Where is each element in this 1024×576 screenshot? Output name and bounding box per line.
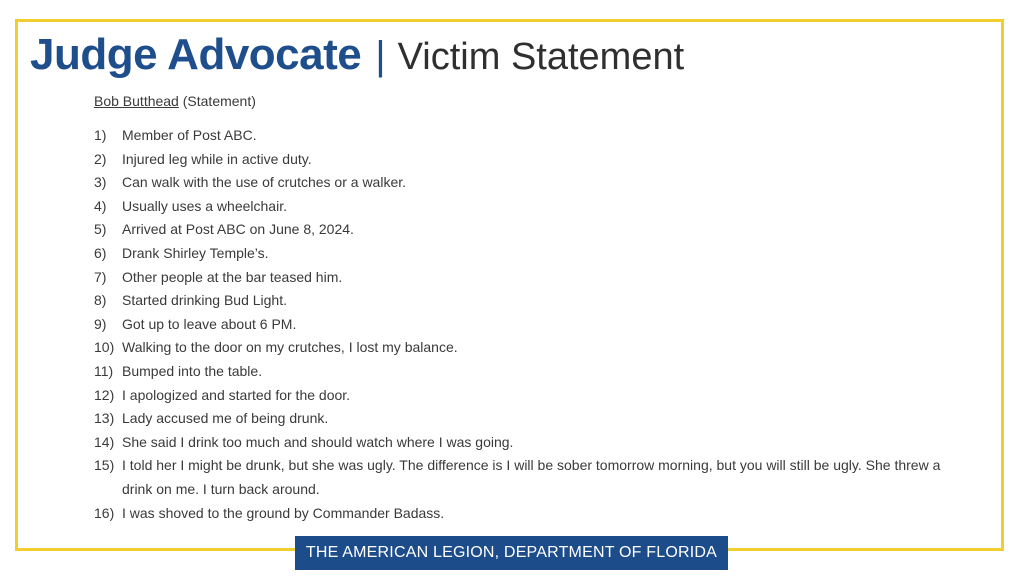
list-item xyxy=(94,454,944,501)
item-number: 11) xyxy=(94,362,114,379)
item-text: Bumped into the table. xyxy=(122,362,263,379)
statement-list xyxy=(94,124,944,525)
list-item xyxy=(94,289,944,313)
list-item xyxy=(94,431,944,455)
item-number: 8) xyxy=(94,292,107,309)
item-text: I told her I might be drunk, but she was ugly. The difference is I will be sober tomorrow morning, but you will still be ugly. She threw a drink on me. I turn back around. xyxy=(122,457,941,497)
item-text: Arrived at Post ABC on June 8, 2024. xyxy=(122,221,354,238)
list-item xyxy=(94,218,944,242)
item-number: 10) xyxy=(94,339,115,356)
item-text: Started drinking Bud Light. xyxy=(122,292,287,309)
item-number: 12) xyxy=(94,386,115,403)
list-item xyxy=(94,360,944,384)
item-text: I apologized and started for the door. xyxy=(122,386,351,403)
list-item xyxy=(94,266,944,290)
title-subtitle: Victim Statement xyxy=(397,36,685,78)
item-text: Can walk with the use of crutches or a walker. xyxy=(122,174,407,191)
list-item xyxy=(94,407,944,431)
item-text: Got up to leave about 6 PM. xyxy=(122,315,297,332)
item-number: 1) xyxy=(94,127,107,143)
list-item xyxy=(94,195,944,219)
list-item xyxy=(94,242,944,266)
item-number: 15) xyxy=(94,457,115,474)
list-item xyxy=(94,313,944,337)
list-item xyxy=(94,124,944,148)
item-number: 16) xyxy=(94,504,115,521)
subject-name: Bob Butthead xyxy=(94,93,179,109)
list-item xyxy=(94,384,944,408)
item-text: Other people at the bar teased him. xyxy=(122,268,343,285)
footer-label: THE AMERICAN LEGION, DEPARTMENT OF FLORIDA xyxy=(305,544,718,561)
item-text: Usually uses a wheelchair. xyxy=(122,197,287,214)
footer-banner xyxy=(295,536,728,570)
title-separator: | xyxy=(375,34,386,78)
item-number: 14) xyxy=(94,433,115,450)
item-number: 4) xyxy=(94,197,107,214)
item-text: She said I drink too much and should watch where I was going. xyxy=(122,433,514,450)
item-text: Walking to the door on my crutches, I lost my balance. xyxy=(122,339,458,356)
item-text: Injured leg while in active duty. xyxy=(122,150,312,167)
item-number: 13) xyxy=(94,410,115,427)
list-item xyxy=(94,148,944,172)
item-number: 3) xyxy=(94,174,107,191)
list-item xyxy=(94,171,944,195)
item-number: 7) xyxy=(94,268,107,285)
item-text: I was shoved to the ground by Commander Badass. xyxy=(122,504,445,521)
list-item xyxy=(94,336,944,360)
statement-subject xyxy=(94,93,256,109)
item-text: Lady accused me of being drunk. xyxy=(122,410,329,427)
item-number: 2) xyxy=(94,150,107,167)
page-title xyxy=(30,30,684,90)
item-text: Member of Post ABC. xyxy=(122,127,257,143)
item-text: Drank Shirley Temple’s. xyxy=(122,244,269,261)
list-item xyxy=(94,502,944,526)
item-number: 6) xyxy=(94,244,107,261)
subject-type: (Statement) xyxy=(182,93,256,109)
item-number: 5) xyxy=(94,221,107,238)
title-main: Judge Advocate xyxy=(30,30,362,79)
item-number: 9) xyxy=(94,315,107,332)
